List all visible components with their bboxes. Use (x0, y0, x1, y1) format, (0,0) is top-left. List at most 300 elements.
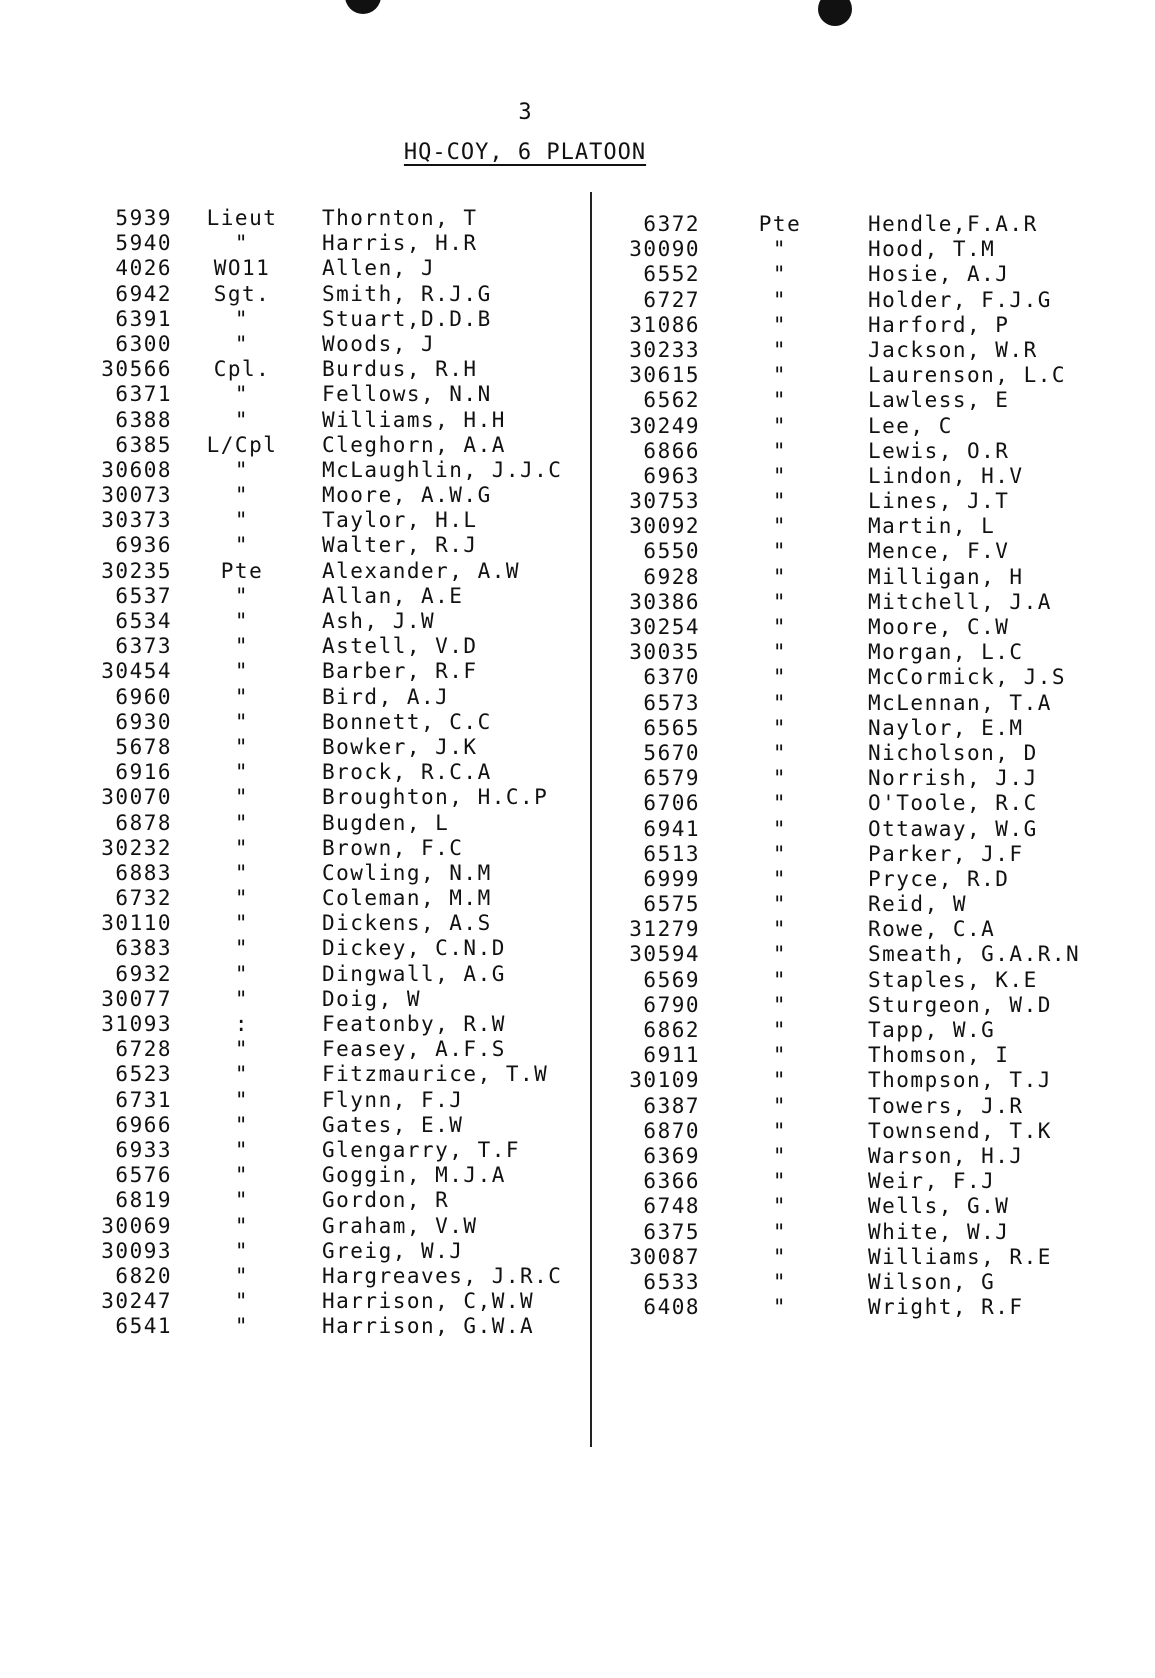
rank: " (772, 1068, 788, 1093)
service-number: 6999 (643, 866, 700, 891)
soldier-name: Fitzmaurice, T.W (322, 1062, 549, 1087)
roster-row (600, 817, 1080, 842)
soldier-name: Lewis, O.R (868, 438, 1010, 463)
roster-row (600, 1295, 1080, 1320)
rank: " (772, 715, 788, 740)
roster-row (600, 212, 1080, 237)
service-number: 6573 (643, 690, 700, 715)
rank: " (234, 634, 250, 659)
roster-row (62, 1062, 562, 1087)
service-number: 6916 (115, 760, 172, 785)
roster-row (600, 665, 1080, 690)
rank: " (772, 489, 788, 514)
rank: " (772, 463, 788, 488)
soldier-name: Alexander, A.W (322, 558, 521, 583)
punch-hole-right (818, 0, 852, 26)
soldier-name: White, W.J (868, 1219, 1010, 1244)
service-number: 6369 (643, 1143, 700, 1168)
roster-row (62, 357, 562, 382)
soldier-name: Burdus, R.H (322, 357, 478, 382)
service-number: 30373 (101, 508, 172, 533)
soldier-name: Bowker, J.K (322, 734, 478, 759)
roster-row (600, 842, 1080, 867)
roster-row (62, 533, 562, 558)
soldier-name: Staples, K.E (868, 967, 1038, 992)
service-number: 6966 (115, 1112, 172, 1137)
soldier-name: McLaughlin, J.J.C (322, 457, 563, 482)
roster-row (62, 382, 562, 407)
service-number: 6533 (643, 1269, 700, 1294)
roster-row (62, 282, 562, 307)
roster-row (600, 539, 1080, 564)
roster-row (600, 942, 1080, 967)
service-number: 6541 (115, 1314, 172, 1339)
rank: " (234, 835, 250, 860)
rank: " (234, 860, 250, 885)
service-number: 31093 (101, 1012, 172, 1036)
roster-row (600, 1144, 1080, 1169)
service-number: 6383 (115, 936, 172, 961)
soldier-name: Thomson, I (868, 1043, 1010, 1068)
soldier-name: Lee, C (868, 413, 953, 438)
soldier-name: Astell, V.D (322, 634, 478, 659)
roster-row (600, 993, 1080, 1018)
service-number: 6790 (643, 992, 700, 1017)
soldier-name: Doig, W (322, 986, 422, 1011)
soldier-name: McLennan, T.A (868, 690, 1052, 715)
roster-row (600, 363, 1080, 388)
service-number: 30608 (101, 457, 172, 482)
rank: L/Cpl (206, 432, 278, 457)
soldier-name: Jackson, W.R (868, 337, 1038, 362)
rank: " (772, 539, 788, 564)
rank: " (234, 533, 250, 558)
service-number: 30092 (629, 514, 700, 539)
rank: " (772, 791, 788, 816)
service-number: 6300 (115, 331, 172, 356)
rank: " (234, 1213, 250, 1238)
roster-row (600, 1094, 1080, 1119)
rank: " (234, 785, 250, 810)
service-number: 6385 (115, 432, 172, 457)
service-number: 6963 (643, 463, 700, 488)
roster-row (600, 262, 1080, 287)
rank: " (772, 816, 788, 841)
service-number: 5678 (115, 734, 172, 759)
service-number: 6727 (643, 287, 700, 312)
service-number: 6911 (643, 1043, 700, 1068)
soldier-name: Pryce, R.D (868, 866, 1010, 891)
soldier-name: Graham, V.W (322, 1213, 478, 1238)
rank: " (234, 1087, 250, 1112)
rank: : (234, 1012, 250, 1036)
rank: " (234, 583, 250, 608)
roster-row (600, 741, 1080, 766)
rank: " (234, 911, 250, 936)
soldier-name: Dickens, A.S (322, 911, 492, 936)
roster-row (62, 1138, 562, 1163)
service-number: 30233 (629, 337, 700, 362)
roster-row (62, 710, 562, 735)
rank: " (234, 936, 250, 961)
service-number: 6534 (115, 609, 172, 633)
soldier-name: Taylor, H.L (322, 508, 478, 533)
rank: " (234, 1238, 250, 1263)
service-number: 6523 (115, 1062, 172, 1087)
rank: " (772, 640, 788, 665)
service-number: 6942 (115, 281, 172, 306)
soldier-name: Wells, G.W (868, 1194, 1010, 1219)
rank: Sgt. (213, 281, 271, 306)
roster-row (62, 1289, 562, 1314)
soldier-name: Townsend, T.K (868, 1118, 1052, 1143)
rank: " (772, 589, 788, 614)
service-number: 6731 (115, 1087, 172, 1112)
roster-row (600, 1169, 1080, 1194)
service-number: 30093 (101, 1238, 172, 1263)
service-number: 30090 (629, 237, 700, 262)
soldier-name: Naylor, E.M (868, 715, 1024, 740)
soldier-name: Harrison, C,W.W (322, 1289, 535, 1314)
roster-row (62, 307, 562, 332)
service-number: 30232 (101, 835, 172, 860)
soldier-name: Goggin, M.J.A (322, 1163, 506, 1188)
service-number: 30110 (101, 911, 172, 936)
punch-hole-left (345, 0, 381, 14)
rank: " (772, 942, 788, 967)
soldier-name: Morgan, L.C (868, 640, 1024, 665)
rank: " (234, 986, 250, 1011)
rank: " (234, 1112, 250, 1137)
soldier-name: Bonnett, C.C (322, 709, 492, 734)
rank: " (234, 1314, 250, 1339)
soldier-name: Thompson, T.J (868, 1068, 1052, 1093)
soldier-name: Lines, J.T (868, 489, 1010, 514)
rank: " (772, 1043, 788, 1068)
soldier-name: Holder, F.J.G (868, 287, 1052, 312)
soldier-name: Martin, L (868, 514, 996, 539)
roster-row (600, 1270, 1080, 1295)
roster-row (600, 313, 1080, 338)
service-number: 6820 (115, 1263, 172, 1288)
soldier-name: McCormick, J.S (868, 665, 1067, 690)
roster-row (600, 892, 1080, 917)
roster-row (62, 483, 562, 508)
rank: " (772, 1295, 788, 1320)
service-number: 30069 (101, 1213, 172, 1238)
rank: " (772, 841, 788, 866)
soldier-name: Hosie, A.J (868, 262, 1010, 287)
soldier-name: Nicholson, D (868, 740, 1038, 765)
page-title (0, 140, 1050, 165)
soldier-name: Gates, E.W (322, 1112, 464, 1137)
service-number: 6862 (643, 1018, 700, 1042)
soldier-name: Barber, R.F (322, 659, 478, 684)
soldier-name: Cleghorn, A.A (322, 432, 506, 457)
roster-row (62, 1012, 562, 1037)
rank: " (234, 1137, 250, 1162)
roster-row (62, 1113, 562, 1138)
soldier-name: Moore, C.W (868, 615, 1010, 639)
roster-row (62, 836, 562, 861)
roster-row (600, 388, 1080, 413)
service-number: 6366 (643, 1169, 700, 1194)
rank: " (772, 262, 788, 287)
rank: " (234, 684, 250, 709)
roster-row (600, 439, 1080, 464)
rank: " (772, 740, 788, 765)
soldier-name: Parker, J.F (868, 841, 1024, 866)
roster-row (62, 1163, 562, 1188)
roster-row (62, 987, 562, 1012)
soldier-name: Moore, A.W.G (322, 483, 492, 508)
roster-row (62, 861, 562, 886)
service-number: 6375 (643, 1219, 700, 1244)
roster-row (62, 1037, 562, 1062)
roster-row (600, 489, 1080, 514)
soldier-name: Coleman, M.M (322, 886, 492, 911)
service-number: 30386 (629, 589, 700, 614)
service-number: 30615 (629, 363, 700, 388)
roster-row (62, 584, 562, 609)
soldier-name: Harrison, G.W.A (322, 1314, 535, 1339)
roster-row (600, 338, 1080, 363)
roster-row (600, 917, 1080, 942)
rank: " (234, 609, 250, 633)
rank: " (772, 992, 788, 1017)
soldier-name: Allen, J (322, 256, 436, 281)
soldier-name: Hood, T.M (868, 237, 996, 262)
rank: " (772, 1244, 788, 1269)
rank: Lieut (206, 206, 278, 230)
roster-row (62, 911, 562, 936)
soldier-name: Laurenson, L.C (868, 363, 1067, 388)
service-number: 30566 (101, 357, 172, 382)
rank: " (772, 1093, 788, 1118)
service-number: 6928 (643, 564, 700, 589)
rank: " (234, 382, 250, 407)
rank: " (234, 810, 250, 835)
service-number: 6941 (643, 816, 700, 841)
rank: " (772, 564, 788, 589)
rank: " (772, 312, 788, 337)
rank: " (772, 1143, 788, 1168)
roster-row (62, 458, 562, 483)
roster-row (62, 559, 562, 584)
roster-row (600, 716, 1080, 741)
roster-row (62, 1214, 562, 1239)
roster-row (600, 590, 1080, 615)
roster-row (600, 766, 1080, 791)
rank: WO11 (213, 256, 271, 281)
soldier-name: Featonby, R.W (322, 1012, 506, 1036)
service-number: 6728 (115, 1037, 172, 1062)
roster-right-column (600, 212, 1080, 1320)
rank: " (772, 337, 788, 362)
rank: " (772, 967, 788, 992)
roster-row (600, 514, 1080, 539)
soldier-name: Lindon, H.V (868, 463, 1024, 488)
soldier-name: Woods, J (322, 331, 436, 356)
service-number: 6932 (115, 961, 172, 986)
rank: " (234, 1263, 250, 1288)
soldier-name: Tapp, W.G (868, 1018, 996, 1042)
service-number: 6936 (115, 533, 172, 558)
rank: " (234, 306, 250, 331)
soldier-name: Wright, R.F (868, 1295, 1024, 1320)
rank: " (772, 917, 788, 942)
soldier-name: Mence, F.V (868, 539, 1010, 564)
soldier-name: Sturgeon, W.D (868, 992, 1052, 1017)
column-divider (590, 192, 592, 1447)
rank: " (772, 1018, 788, 1042)
roster-row (62, 962, 562, 987)
soldier-name: Glengarry, T.F (322, 1137, 521, 1162)
soldier-name: Warson, H.J (868, 1143, 1024, 1168)
service-number: 30753 (629, 489, 700, 514)
page-title-text: HQ-COY, 6 PLATOON (403, 140, 647, 165)
service-number: 6372 (643, 212, 700, 236)
soldier-name: Flynn, F.J (322, 1087, 464, 1112)
roster-row (62, 433, 562, 458)
soldier-name: Dickey, C.N.D (322, 936, 506, 961)
roster-row (600, 1194, 1080, 1219)
rank: " (772, 1194, 788, 1219)
page-number: 3 (518, 100, 532, 125)
service-number: 6960 (115, 684, 172, 709)
service-number: 6883 (115, 860, 172, 885)
rank: " (772, 1169, 788, 1194)
rank: " (234, 1163, 250, 1188)
soldier-name: Milligan, H (868, 564, 1024, 589)
roster-row (62, 886, 562, 911)
service-number: 6513 (643, 841, 700, 866)
rank: " (772, 287, 788, 312)
soldier-name: Lawless, E (868, 388, 1010, 413)
service-number: 6866 (643, 438, 700, 463)
soldier-name: Thornton, T (322, 206, 478, 230)
roster-row (62, 332, 562, 357)
service-number: 6732 (115, 886, 172, 911)
service-number: 6562 (643, 388, 700, 413)
roster-row (600, 414, 1080, 439)
roster-row (600, 615, 1080, 640)
service-number: 6933 (115, 1137, 172, 1162)
service-number: 6552 (643, 262, 700, 287)
service-number: 30235 (101, 558, 172, 583)
rank: " (234, 508, 250, 533)
soldier-name: Gordon, R (322, 1188, 450, 1213)
rank: " (772, 388, 788, 413)
roster-row (62, 609, 562, 634)
service-number: 6550 (643, 539, 700, 564)
soldier-name: Bugden, L (322, 810, 450, 835)
roster-row (600, 288, 1080, 313)
roster-row (600, 968, 1080, 993)
soldier-name: Weir, F.J (868, 1169, 996, 1194)
service-number: 30594 (629, 942, 700, 967)
roster-row (62, 508, 562, 533)
service-number: 30035 (629, 640, 700, 665)
service-number: 6388 (115, 407, 172, 432)
rank: " (772, 1269, 788, 1294)
soldier-name: Brown, F.C (322, 835, 464, 860)
roster-row (62, 735, 562, 760)
soldier-name: Norrish, J.J (868, 766, 1038, 791)
service-number: 30073 (101, 483, 172, 508)
service-number: 6408 (643, 1295, 700, 1320)
rank: " (772, 438, 788, 463)
service-number: 6373 (115, 634, 172, 659)
soldier-name: Feasey, A.F.S (322, 1037, 506, 1062)
service-number: 6391 (115, 306, 172, 331)
soldier-name: Greig, W.J (322, 1238, 464, 1263)
service-number: 30249 (629, 413, 700, 438)
roster-left-column (62, 206, 562, 1339)
roster-row (600, 1119, 1080, 1144)
service-number: 30087 (629, 1244, 700, 1269)
rank: Pte (220, 558, 264, 583)
soldier-name: Allan, A.E (322, 583, 464, 608)
roster-row (62, 936, 562, 961)
roster-row (600, 640, 1080, 665)
roster-row (62, 760, 562, 785)
rank: " (234, 709, 250, 734)
service-number: 4026 (115, 256, 172, 281)
roster-row (600, 1018, 1080, 1043)
roster-row (62, 1188, 562, 1213)
service-number: 5939 (115, 206, 172, 230)
soldier-name: Fellows, N.N (322, 382, 492, 407)
soldier-name: Rowe, C.A (868, 917, 996, 942)
service-number: 6371 (115, 382, 172, 407)
rank: " (234, 1289, 250, 1314)
service-number: 6575 (643, 892, 700, 917)
rank: " (234, 331, 250, 356)
roster-row (600, 565, 1080, 590)
service-number: 6706 (643, 791, 700, 816)
rank: " (772, 363, 788, 388)
roster-row (62, 1239, 562, 1264)
rank: " (234, 760, 250, 785)
roster-row (62, 231, 562, 256)
rank: Cpl. (213, 357, 271, 382)
soldier-name: Broughton, H.C.P (322, 785, 549, 810)
soldier-name: Ottaway, W.G (868, 816, 1038, 841)
rank: " (234, 1188, 250, 1213)
soldier-name: Hargreaves, J.R.C (322, 1263, 563, 1288)
rank: " (772, 413, 788, 438)
soldier-name: O'Toole, R.C (868, 791, 1038, 816)
soldier-name: Cowling, N.M (322, 860, 492, 885)
rank: " (234, 457, 250, 482)
roster-row (62, 1314, 562, 1339)
roster-row (600, 1068, 1080, 1093)
rank: " (234, 886, 250, 911)
rank: " (772, 866, 788, 891)
service-number: 6537 (115, 583, 172, 608)
rank: Pte (758, 212, 802, 236)
service-number: 30247 (101, 1289, 172, 1314)
roster-row (600, 464, 1080, 489)
roster-row (600, 1245, 1080, 1270)
service-number: 30109 (629, 1068, 700, 1093)
roster-row (62, 1088, 562, 1113)
rank: " (772, 766, 788, 791)
rank: " (234, 483, 250, 508)
rank: " (772, 615, 788, 639)
rank: " (234, 1062, 250, 1087)
